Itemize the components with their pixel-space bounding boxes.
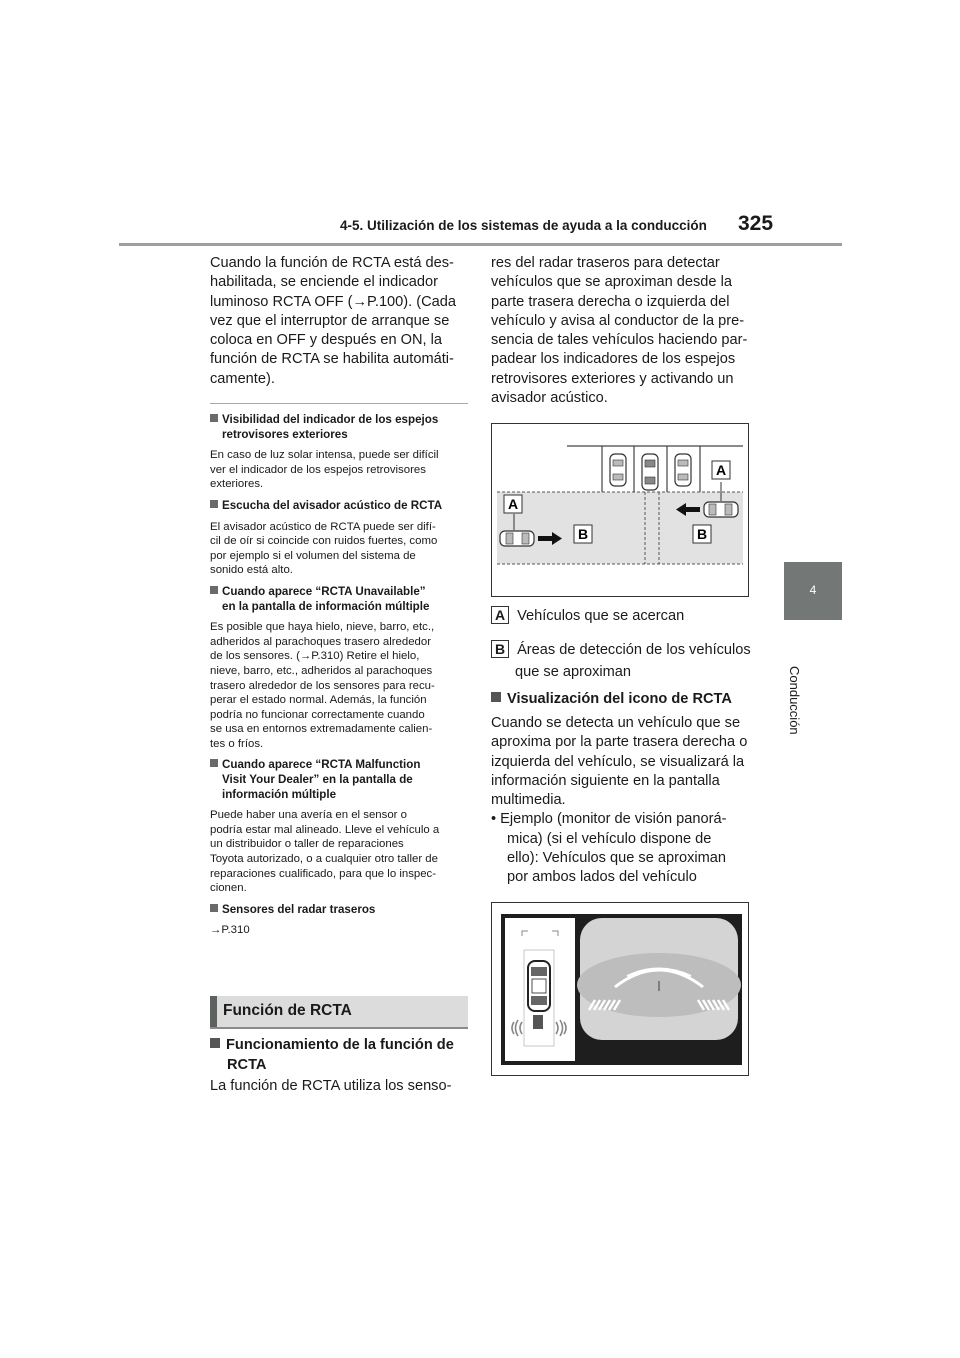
page-number: 325 (738, 212, 774, 235)
note-body (210, 923, 468, 938)
section-heading-underline (210, 1027, 468, 1029)
note-body: El avisador acústico de RCTA puede ser difí- cil de oír si coincide con ruidos fuertes, como por ejemplo si el volumen del sistema de sonido está alto. (210, 520, 438, 577)
camera-view-bottom-bar (580, 1040, 738, 1061)
chapter-side-tab-number: 4 (809, 583, 817, 597)
own-car-icon (642, 454, 658, 490)
legend-badge: A (491, 606, 509, 624)
text-line: luminoso RCTA OFF (→P.100). (Cada (210, 293, 457, 310)
chapter-side-label: Conducción (787, 666, 802, 735)
label-b: B (577, 526, 589, 542)
parked-car-icon (610, 454, 626, 486)
note-item (210, 499, 468, 578)
text-line: habilitada, se enciende el indicador (210, 274, 438, 291)
square-bullet-icon (210, 1038, 220, 1048)
square-bullet-icon (210, 414, 218, 422)
legend-item-b: B Áreas de detección de los vehículos que se aproximan (491, 640, 753, 683)
square-bullet-icon (491, 692, 501, 702)
note-title: Cuando aparece “RCTA Malfunction Visit Your Dealer” en la pantalla de información múltiple (210, 758, 468, 802)
sensor-indicator (533, 1015, 543, 1029)
note-item (210, 758, 468, 895)
rcta-detection-figure (491, 423, 749, 597)
intro-paragraph (210, 254, 468, 389)
note-body: Puede haber una avería en el sensor o podría estar mal alineado. Lleve el vehículo a un distribuidor o taller de reparaciones Toyota autorizado, o a cualquier otro taller de reparaciones cualificado, para que lo inspec- cionen. (210, 809, 440, 895)
note-title: Escucha del avisador acústico de RCTA (210, 499, 468, 514)
subsection-body: La función de RCTA utiliza los senso- (210, 1078, 452, 1094)
chapter-header-title: 4-5. Utilización de los sistemas de ayuda a la conducción (340, 218, 707, 233)
label-b: B (696, 526, 708, 542)
parked-car-icon (675, 454, 691, 486)
note-title: Sensores del radar traseros (210, 903, 468, 918)
note-body: En caso de luz solar intensa, puede ser difícil ver el indicador de los espejos retrovisores exteriores. (210, 449, 439, 491)
section-heading-bar (210, 996, 217, 1028)
note-body: Es posible que haya hielo, nieve, barro, etc., adheridos al parachoques trasero alrededor de los sensores. (→P.310) Retire el hielo, nieve, barro, etc., adheridos al parachoques trasero alrededor de los sensores para recu- perar el estado normal. Además, la función podría no funcionar correctamente cuando se usa en entornos extremadamente calien- tes o fríos. (210, 621, 435, 750)
text-line: vez que el interruptor de arranque se (210, 312, 450, 329)
square-bullet-icon (210, 500, 218, 508)
section-title: Función de RCTA (223, 1002, 352, 1019)
approaching-car-right-icon (704, 502, 738, 517)
legend-item-a: A Vehículos que se acercan (491, 606, 753, 626)
text-line: Cuando la función de RCTA está des- (210, 255, 454, 271)
square-bullet-icon (210, 904, 218, 912)
subsection-title: Funcionamiento de la función de RCTA (210, 1036, 468, 1075)
subsection2-title: Visualización del icono de RCTA (491, 690, 753, 710)
panoramic-monitor-screen (492, 903, 748, 1075)
label-a: A (715, 462, 727, 478)
rcta-detection-diagram (492, 424, 748, 596)
approaching-car-left-icon (500, 531, 534, 546)
note-item (210, 413, 468, 492)
vehicle-top-view-icon (528, 961, 550, 1011)
label-a: A (507, 496, 519, 512)
square-bullet-icon (210, 759, 218, 767)
text-line: camente). (210, 370, 275, 387)
panoramic-monitor-figure (491, 902, 749, 1076)
note-item (210, 585, 468, 752)
continued-paragraph: res del radar traseros para detectar vehículos que se aproximan desde la parte trasera derecha o izquierda del vehículo y avisa al conductor de la pre- sencia de tales vehículos haciendo par- padear los indicadores de los espejos retrovisores exteriores y activando un avisador acústico. (491, 255, 748, 407)
square-bullet-icon (210, 586, 218, 594)
notes-list (210, 413, 468, 938)
text-line: función de RCTA se habilita automáti- (210, 351, 454, 368)
notes-divider (210, 403, 468, 404)
note-item (210, 903, 468, 938)
text-line: coloca en OFF y después en ON, la (210, 332, 442, 349)
note-title: Visibilidad del indicador de los espejos retrovisores exteriores (210, 413, 468, 442)
header-rule (119, 243, 842, 246)
subsection2-body: Cuando se detecta un vehículo que se aproxima por la parte trasera derecha o izquierda del vehículo, se visualizará la información siguiente en la pantalla multimedia. • Ejemplo (monitor de visión panorá- mica) (si el vehículo dispone de ello): Vehículos que se aproximan por ambos lados del vehículo (491, 715, 748, 886)
legend-badge: B (491, 640, 509, 658)
note-title: Cuando aparece “RCTA Unavailable” en la pantalla de información múltiple (210, 585, 468, 614)
page-reference-link[interactable]: →P.310 (210, 924, 250, 937)
